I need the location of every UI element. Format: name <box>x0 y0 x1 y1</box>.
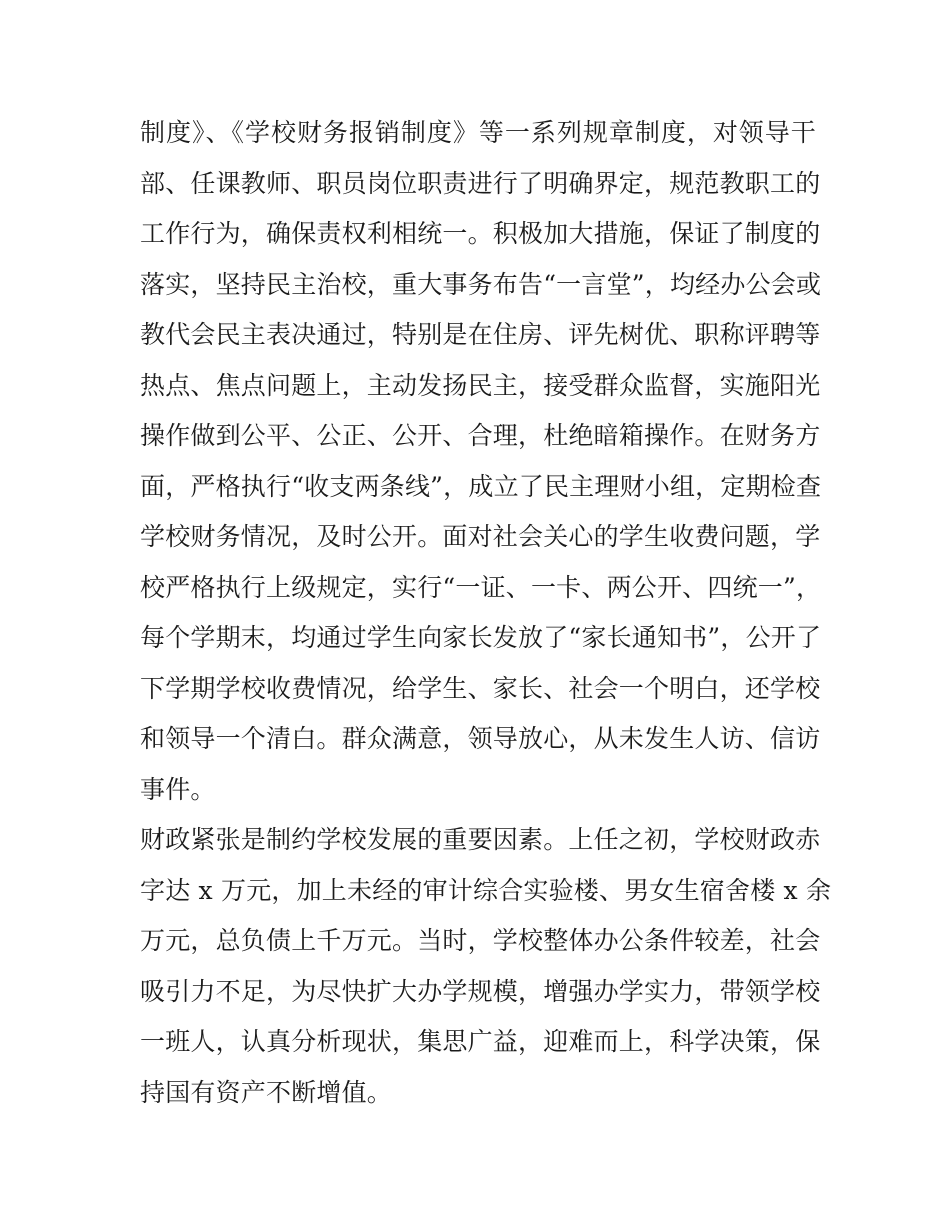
text-line: 事件。 <box>140 774 216 804</box>
text-line: 吸引力不足，为尽快扩大办学规模，增强办学实力，带领学校 <box>140 976 821 1006</box>
text-line: 和领导一个清白。群众满意，领导放心，从未发生人访、信访 <box>140 724 821 753</box>
text-line: 学校财务情况，及时公开。面对社会关心的学生收费问题，学 <box>140 522 821 551</box>
text-line: 制度》、《学校财务报销制度》等一系列规章制度，对领导干 <box>140 118 816 147</box>
text-line: 校严格执行上级规定，实行“一证、一卡、两公开、四统一”， <box>140 572 822 602</box>
paragraph-2 <box>140 815 832 1118</box>
text-line: 万元，总负债上千万元。当时，学校整体办公条件较差，社会 <box>140 926 821 955</box>
text-line: 一班人，认真分析现状，集思广益，迎难而上，科学决策，保 <box>140 1027 821 1056</box>
text-line: 教代会民主表决通过，特别是在住房、评先树优、职称评聘等 <box>140 320 821 349</box>
text-line: 热点、焦点问题上，主动发扬民主，接受群众监督，实施阳光 <box>140 370 821 400</box>
text-line: 操作做到公平、公正、公开、合理，杜绝暗箱操作。在财务方 <box>140 421 821 450</box>
document-body <box>140 108 832 1118</box>
text-line: 工作行为，确保责权利相统一。积极加大措施，保证了制度的 <box>140 219 821 248</box>
text-line: 落实，坚持民主治校，重大事务布告“一言堂”，均经办公会或 <box>140 269 822 299</box>
text-line: 持国有资产不断增值。 <box>140 1077 393 1107</box>
text-line: 字达 x 万元，加上未经的审计综合实验楼、男女生宿舍楼 x 余 <box>140 875 832 905</box>
paragraph-1 <box>140 108 822 815</box>
text-line: 下学期学校收费情况，给学生、家长、社会一个明白，还学校 <box>140 673 821 703</box>
text-line: 面，严格执行“收支两条线”，成立了民主理财小组，定期检查 <box>140 471 822 501</box>
text-line: 财政紧张是制约学校发展的重要因素。上任之初，学校财政赤 <box>140 825 821 854</box>
text-line: 部、任课教师、职员岗位职责进行了明确界定，规范教职工的 <box>140 168 821 198</box>
text-line: 每个学期末，均通过学生向家长发放了“家长通知书”，公开了 <box>140 623 822 652</box>
